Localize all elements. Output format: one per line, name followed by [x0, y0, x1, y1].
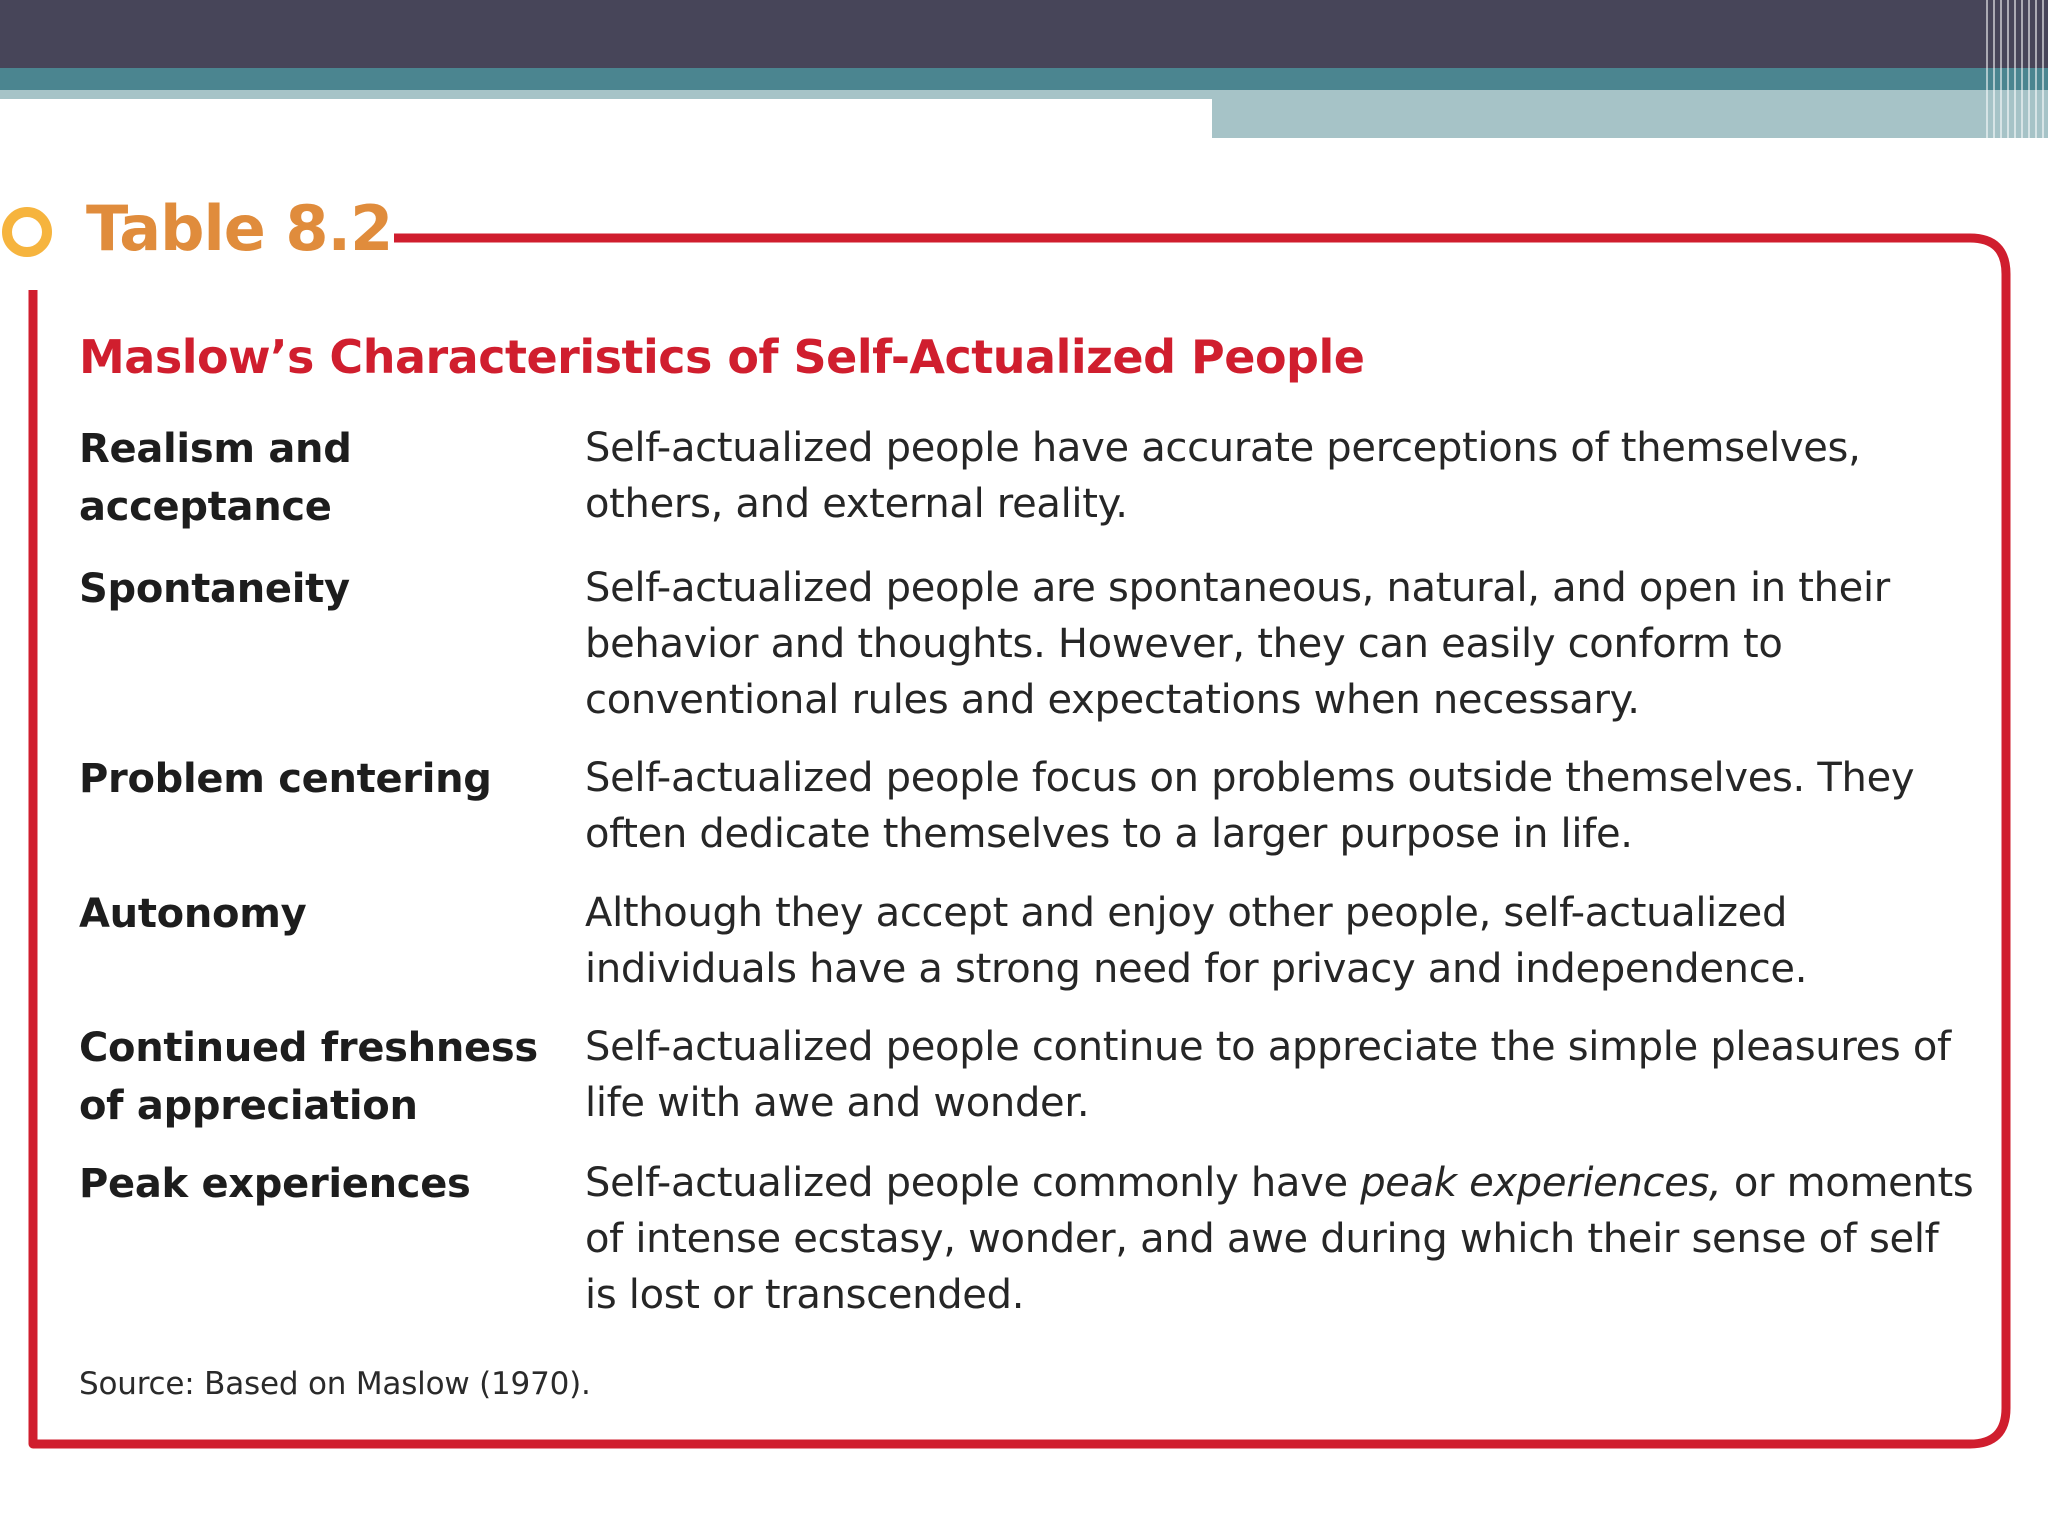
row-term: Continued freshness of appreciation [79, 1025, 538, 1129]
table-row [79, 420, 1979, 560]
row-description: Although they accept and enjoy other people, self-actualized individuals have a strong need for privacy and independence. [585, 890, 1808, 992]
header-bar-light-right [1212, 90, 2048, 138]
table-row [79, 885, 1979, 1019]
row-term: Realism and acceptance [79, 426, 352, 530]
bullet-ring-icon [2, 207, 52, 257]
row-description: Self-actualized people focus on problems outside themselves. They often dedicate themselves to a larger purpose in life. [585, 755, 1915, 857]
table-row [79, 750, 1979, 885]
row-description: Self-actualized people have accurate perceptions of themselves, others, and external reality. [585, 425, 1861, 527]
row-term: Spontaneity [79, 566, 350, 612]
description-text: Self-actualized people commonly have [585, 1160, 1361, 1206]
table-row [79, 560, 1979, 750]
table-row [79, 1155, 1979, 1345]
table-title: Maslow’s Characteristics of Self-Actualized People [79, 330, 1365, 384]
header-bar-dark [0, 0, 2048, 68]
row-description: Self-actualized people continue to appreciate the simple pleasures of life with awe and wonder. [585, 1024, 1951, 1126]
table-row [79, 1019, 1979, 1155]
row-term: Autonomy [79, 891, 307, 937]
description-italic-term: peak experiences, [1360, 1160, 1722, 1206]
header-stripes [1986, 0, 2048, 138]
header-bar-light-left [0, 90, 1212, 99]
source-note: Source: Based on Maslow (1970). [79, 1366, 591, 1402]
table-label: Table 8.2 [86, 192, 393, 265]
row-term: Problem centering [79, 756, 492, 802]
row-description: Self-actualized people are spontaneous, natural, and open in their behavior and thoughts. However, they can easily conform to conventional rules and expectations when necessary. [585, 565, 1890, 723]
header-bar-teal [0, 68, 2048, 90]
row-term: Peak experiences [79, 1161, 471, 1207]
row-description [585, 1155, 1979, 1323]
characteristics-table [79, 420, 1979, 1345]
description-text: or moments of intense ecstasy, wonder, and awe during which their sense of self is lost or transcended. [585, 1160, 1974, 1318]
